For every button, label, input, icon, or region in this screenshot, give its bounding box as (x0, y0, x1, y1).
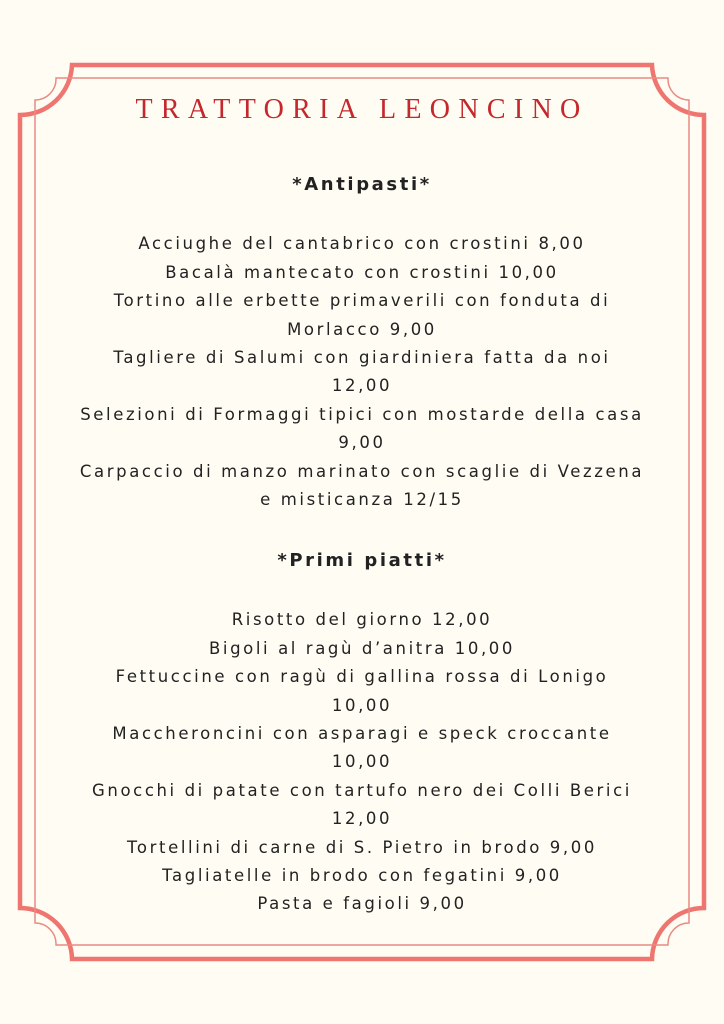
menu-line: Tortellini di carne di S. Pietro in brodo 9,00 (127, 837, 597, 857)
menu-line: 10,00 (331, 695, 393, 715)
section-heading: *Antipasti* (292, 174, 432, 195)
menu-line: Fettuccine con ragù di gallina rossa di Lonigo (115, 667, 609, 687)
section-antipasti (0, 171, 724, 514)
menu-line: Gnocchi di patate con tartufo nero dei Colli Berici (92, 780, 632, 800)
menu-line: Bigoli al ragù d’anitra 10,00 (208, 638, 515, 658)
section-primi-piatti (0, 547, 724, 919)
menu-line: Morlacco 9,00 (287, 319, 437, 339)
menu-line: Pasta e fagioli 9,00 (257, 894, 467, 914)
section-heading: *Primi piatti* (277, 550, 447, 571)
menu-line: 9,00 (338, 433, 386, 453)
menu-line: Tagliatelle in brodo con fegatini 9,00 (162, 866, 562, 886)
menu-line: Acciughe del cantabrico con crostini 8,00 (138, 234, 586, 254)
menu-line: 12,00 (331, 809, 393, 829)
menu-line: Tagliere di Salumi con giardiniera fatta da noi (113, 348, 611, 368)
menu-line: Tortino alle erbette primaverili con fonduta di (113, 291, 611, 311)
menu-line: Carpaccio di manzo marinato con scaglie di Vezzena (79, 461, 645, 481)
restaurant-title: TRATTORIA LEONCINO (135, 94, 589, 125)
menu-line: Maccheroncini con asparagi e speck croccante (112, 724, 612, 744)
menu-line: 12,00 (331, 376, 393, 396)
menu-line: Selezioni di Formaggi tipici con mostarde della casa (80, 404, 644, 424)
menu-line: Risotto del giorno 12,00 (231, 610, 493, 630)
menu-line: Bacalà mantecato con crostini 10,00 (165, 262, 559, 282)
menu-line: e misticanza 12/15 (260, 490, 464, 510)
menu-line: 10,00 (331, 752, 393, 772)
